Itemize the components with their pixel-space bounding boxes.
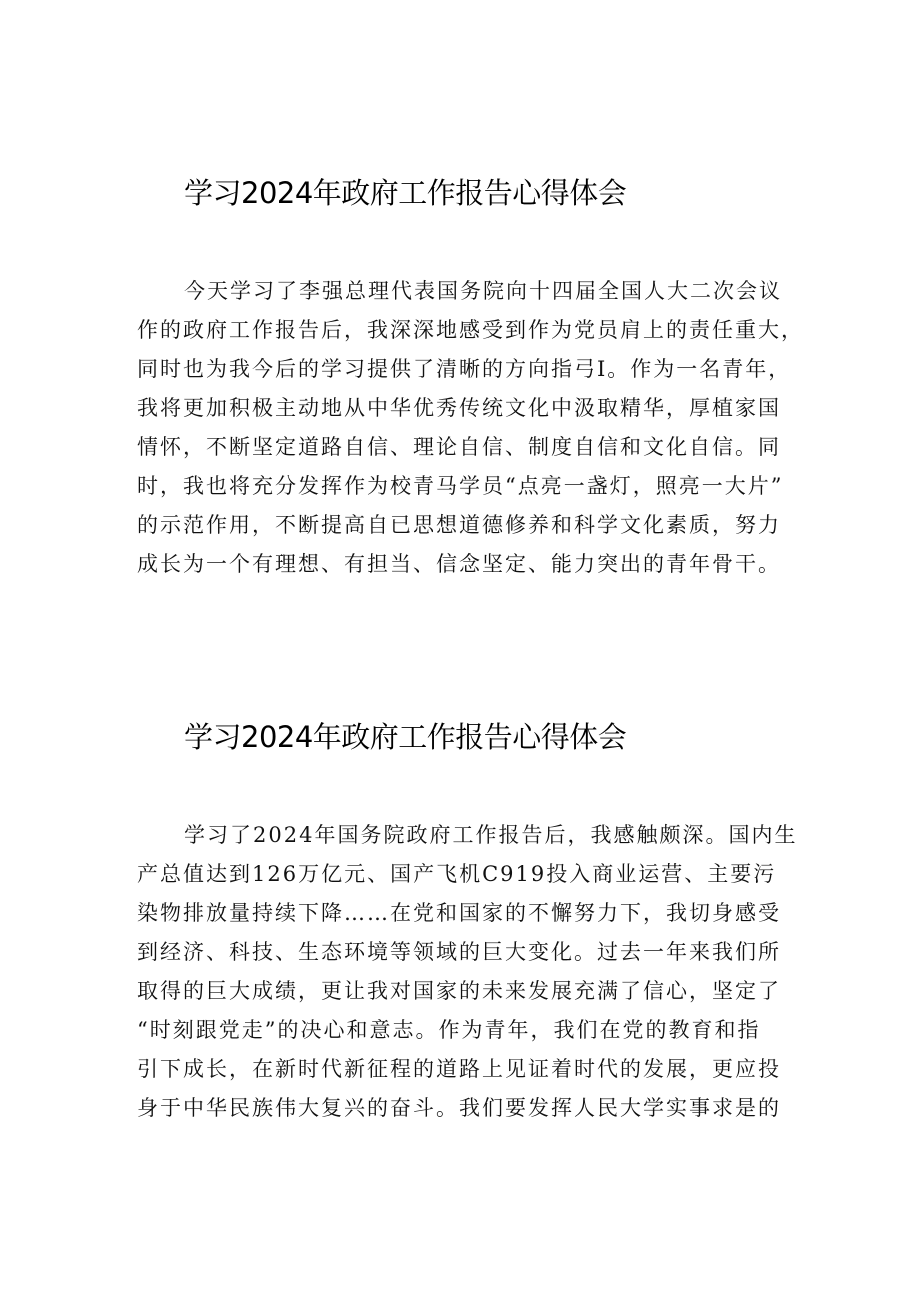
paragraph-line: “时刻跟党走”的决心和意志。作为青年，我们在党的教育和指: [137, 1018, 761, 1042]
article-title: 学习2024年政府工作报告心得体会: [184, 720, 627, 754]
paragraph-line: 引下成长，在新时代新征程的道路上见证着时代的发展，更应投: [137, 1057, 781, 1081]
paragraph-line: 到经济、科技、生态环境等领域的巨大变化。过去一年来我们所: [137, 940, 781, 964]
paragraph-line: 今天学习了李强总理代表国务院向十四届全国人大二次会议: [184, 279, 782, 303]
paragraph-line: 成长为一个有理想、有担当、信念坚定、能力突出的青年骨干。: [137, 552, 781, 576]
paragraph-line: 情怀，不断坚定道路自信、理论自信、制度自信和文化自信。同: [137, 435, 781, 459]
article-paragraph: [137, 272, 804, 584]
paragraph-line: 时，我也将充分发挥作为校青马学员“点亮一盏灯，照亮一大片”: [137, 474, 784, 498]
paragraph-line: 产总值达到126万亿元、国产飞机C919投入商业运营、主要污: [137, 862, 777, 886]
article-paragraph: [137, 816, 797, 1128]
paragraph-line: 同时也为我今后的学习提供了清晰的方向指弓I。作为一名青年，: [137, 357, 792, 381]
paragraph-line: 学习了2024年国务院政府工作报告后，我感触颇深。国内生: [184, 823, 798, 847]
article-section-1: [137, 171, 804, 584]
paragraph-line: 身于中华民族伟大复兴的奋斗。我们要发挥人民大学实事求是的: [137, 1096, 781, 1120]
article-title: 学习2024年政府工作报告心得体会: [184, 176, 627, 210]
paragraph-line: 我将更加积极主动地从中华优秀传统文化中汲取精华，厚植家国: [137, 396, 781, 420]
paragraph-line: 的示范作用，不断提高自已思想道德修养和科学文化素质，努力: [137, 513, 781, 537]
paragraph-line: 作的政府工作报告后，我深深地感受到作为党员肩上的责任重大，: [137, 318, 804, 342]
paragraph-line: 取得的巨大成绩，更让我对国家的未来发展充满了信心，坚定了: [137, 979, 781, 1003]
article-section-2: [137, 715, 797, 1128]
paragraph-line: 染物排放量持续下降……在党和国家的不懈努力下，我切身感受: [137, 901, 781, 925]
